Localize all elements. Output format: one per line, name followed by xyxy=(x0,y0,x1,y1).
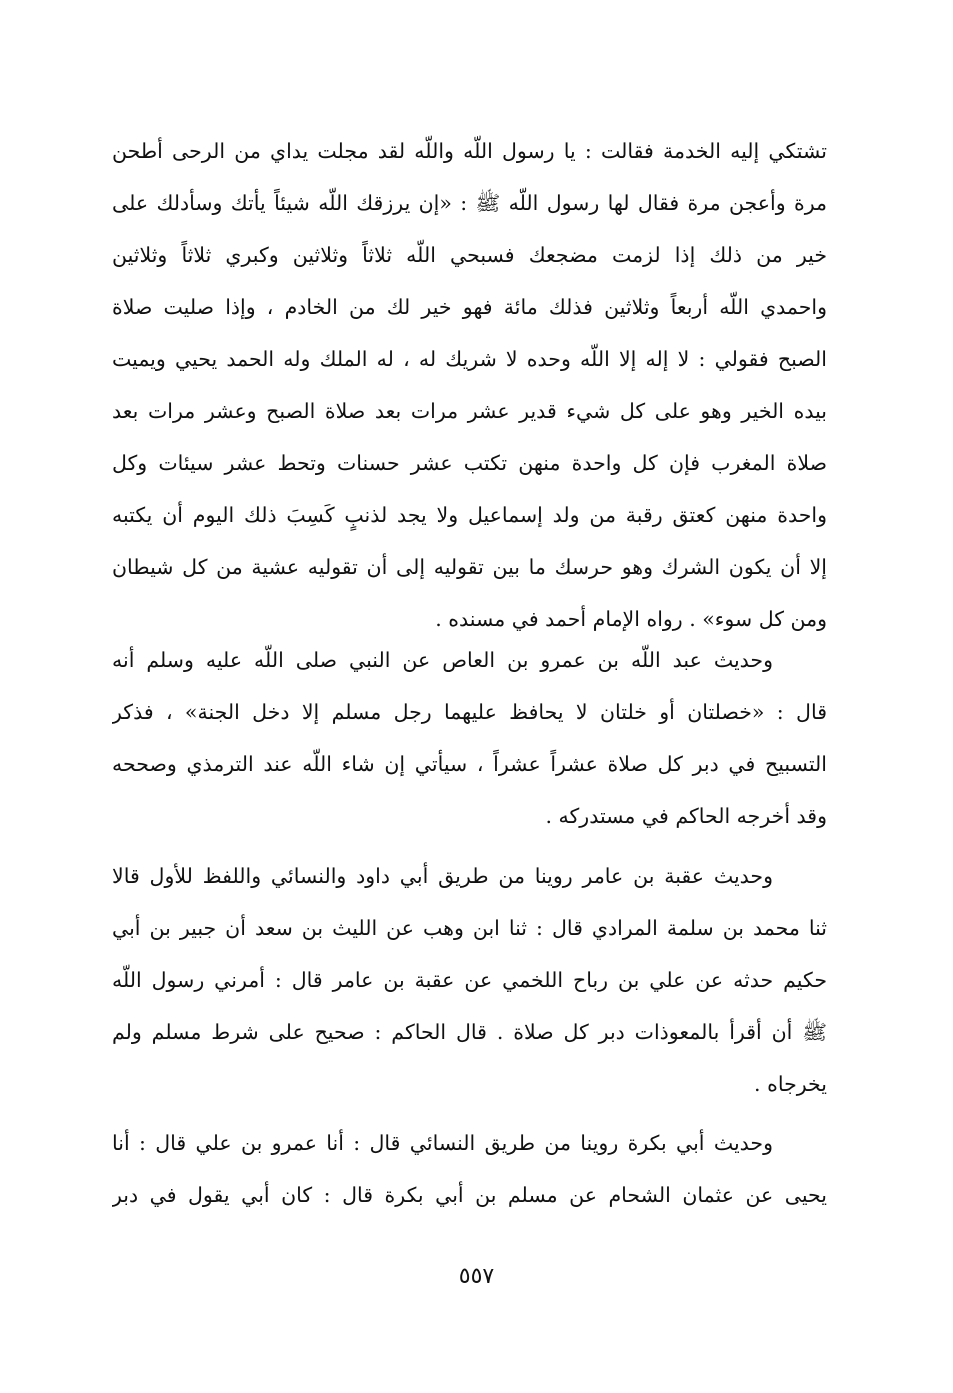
text-line: تشتكي إليه الخدمة فقالت : يا رسول اللّه واللّه لقد مجلت يداي من الرحى أطحن xyxy=(112,139,827,163)
text-line: الصبح فقولي : لا إله إلا اللّه وحده لا شريك له ، له الملك وله الحمد يحيي ويميت xyxy=(112,347,827,371)
paragraph-hadith-abu-bakra xyxy=(112,1117,827,1221)
text-line: وحديث عقبة بن عامر روينا من طريق أبي داود والنسائي واللفظ للأول قالا xyxy=(112,864,773,888)
text-line: واحمدي اللّه أربعاً وثلاثين فذلك مائة فهو خير لك من الخادم ، وإذا صليت صلاة xyxy=(112,295,827,319)
paragraph-hadith-abdullah-bin-amr xyxy=(112,634,827,842)
paragraph-hadith-fatima xyxy=(112,125,827,645)
text-line: مرة وأعجن مرة فقال لها رسول اللّه ﷺ : «إن يرزقك اللّه شيئاً يأتك وسأدلك على xyxy=(112,191,827,215)
text-line: بيده الخير وهو على كل شيء قدير عشر مرات بعد صلاة الصبح وعشر مرات بعد xyxy=(112,399,827,423)
page-number: ٥٥٧ xyxy=(458,1264,495,1289)
text-line: خير من ذلك إذا لزمت مضجعك فسبحي اللّه ثلاثاً وثلاثين وكبري ثلاثاً وثلاثين xyxy=(112,243,827,267)
text-line: واحدة منهن كعتق رقبة من ولد إسماعيل ولا يجد لذنبٍ كَسِبَ ذلك اليوم أن يكتبه xyxy=(112,503,827,527)
text-line: ﷺ أن أقرأ بالمعوذات دبر كل صلاة . قال الحاكم : صحيح على شرط مسلم ولم xyxy=(112,1020,827,1044)
text-line: يحيى عن عثمان الشحام عن مسلم بن أبي بكرة قال : كان أبي يقول في دبر xyxy=(112,1183,827,1207)
text-line: يخرجاه . xyxy=(754,1072,827,1096)
text-line: صلاة المغرب فإن كل واحدة منهن تكتب عشر حسنات وتحط عشر سيئات وكل xyxy=(112,451,827,475)
text-line: وحديث أبي بكرة روينا من طريق النسائي قال : أنا عمرو بن علي قال : أنا xyxy=(112,1131,773,1155)
text-line: وقد أخرجه الحاكم في مستدركه . xyxy=(545,804,827,828)
text-line: ثنا محمد بن سلمة المرادي قال : ثنا ابن وهب عن الليث بن سعد أن جبير بن أبي xyxy=(112,916,827,940)
text-line: ومن كل سوء» . رواه الإمام أحمد في مسنده . xyxy=(435,607,827,631)
text-line: وحديث عبد اللّه بن عمرو بن العاص عن النبي صلى اللّه عليه وسلم أنه xyxy=(112,648,773,672)
text-line: إلا أن يكون الشرك وهو حرسك ما بين تقوليه إلى أن تقوليه عشية من كل شيطان xyxy=(112,555,827,579)
text-line: قال : «خصلتان أو خلتان لا يحافظ عليهما رجل مسلم إلا دخل الجنة» ، فذكر xyxy=(112,700,827,724)
text-line: حكيم حدثه عن علي بن رباح اللخمي عن عقبة بن عامر قال : أمرني رسول اللّه xyxy=(112,968,827,992)
paragraph-hadith-uqba-bin-amir xyxy=(112,850,827,1110)
text-line: التسبيح في دبر كل صلاة عشراً عشراً ، سيأتي إن شاء اللّه عند الترمذي وصححه xyxy=(112,752,827,776)
